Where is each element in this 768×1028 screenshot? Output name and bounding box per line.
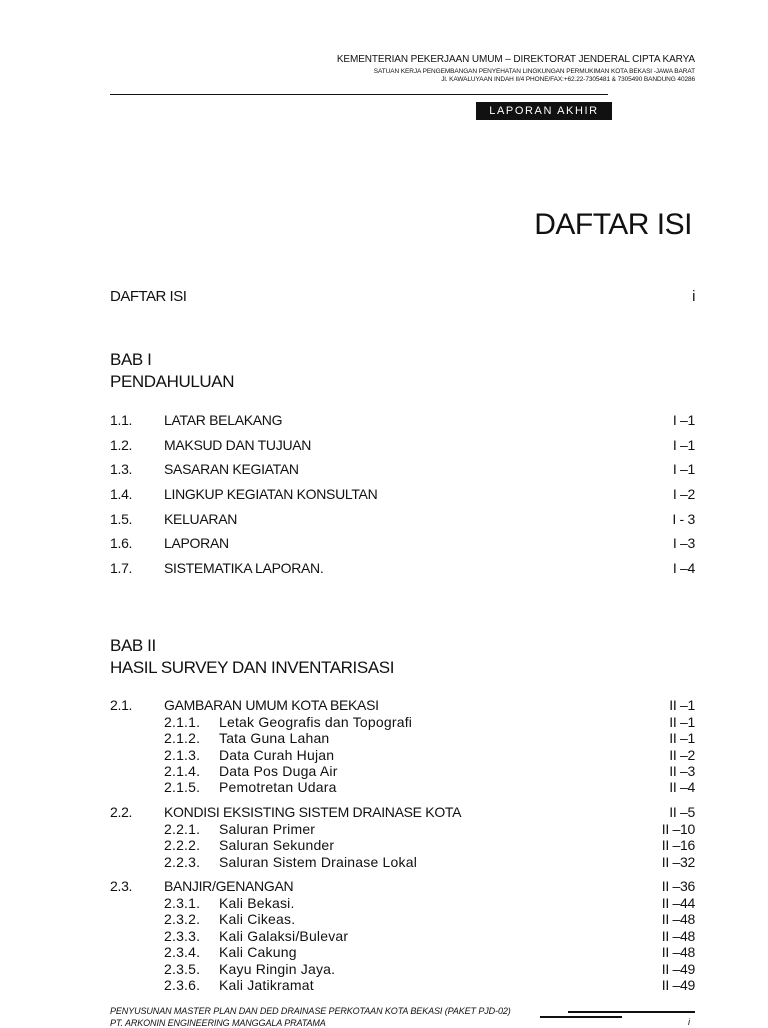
toc-row-page: I –1 <box>672 412 695 428</box>
toc-subsection-row <box>164 944 695 961</box>
toc-subsection-row <box>164 854 695 871</box>
header-unit-line: SATUAN KERJA PENGEMBANGAN PENYEHATAN LINGKUNGAN PERMUKIMAN KOTA BEKASI -JAWA BARAT <box>373 68 695 75</box>
toc-sub-page: II –10 <box>661 821 695 837</box>
toc-subsection-row <box>164 714 695 731</box>
toc-subsection-row <box>164 747 695 764</box>
toc-row-page: I –4 <box>672 560 695 576</box>
toc-sub-label: Tata Guna Lahan <box>219 730 330 746</box>
toc-subsection-row <box>164 895 695 912</box>
toc-sub-number: 2.3.1. <box>164 895 201 911</box>
toc-subsection-row <box>164 779 695 796</box>
toc-row-label: LATAR BELAKANG <box>164 412 283 428</box>
chapter-1-number: BAB I <box>110 350 152 369</box>
toc-sub-page: II –48 <box>661 928 695 944</box>
header-address-line: Jl. KAWALUYAAN INDAH II/4 PHONE/FAX:+62.22-7305481 & 7305490 BANDUNG 40286 <box>441 76 695 83</box>
toc-sub-page: II –49 <box>661 977 695 993</box>
toc-row-number: 1.7. <box>110 560 133 576</box>
toc-sub-number: 2.3.2. <box>164 911 201 927</box>
toc-sub-number: 2.3.3. <box>164 928 201 944</box>
footer-project-title: PENYUSUNAN MASTER PLAN DAN DED DRAINASE PERKOTAAN KOTA BEKASI (PAKET PJD-02) <box>110 1006 511 1016</box>
toc-sub-page: II –1 <box>669 730 695 746</box>
toc-sub-label: Pemotretan Udara <box>219 779 337 795</box>
toc-row-label: LAPORAN <box>164 535 229 551</box>
toc-row <box>110 437 695 455</box>
toc-row-page: I –3 <box>672 535 695 551</box>
toc-subsection-row <box>164 911 695 928</box>
toc-subsection-row <box>164 763 695 780</box>
toc-sub-page: II –32 <box>661 854 695 870</box>
toc-sub-label: Saluran Sistem Drainase Lokal <box>219 854 418 870</box>
toc-row-page: I –1 <box>672 461 695 477</box>
toc-sub-page: II –48 <box>661 911 695 927</box>
header-divider <box>110 94 608 95</box>
toc-row-page: II –36 <box>661 878 695 894</box>
footer-divider-upper <box>568 1011 695 1013</box>
toc-subsection-row <box>164 730 695 747</box>
toc-row <box>110 560 695 578</box>
toc-sub-number: 2.1.2. <box>164 730 201 746</box>
toc-row-number: 1.3. <box>110 461 133 477</box>
toc-row-label: SASARAN KEGIATAN <box>164 461 299 477</box>
toc-row-label: KELUARAN <box>164 511 238 527</box>
toc-sub-page: II –3 <box>669 763 695 779</box>
report-type-badge: LAPORAN AKHIR <box>476 102 612 120</box>
toc-sub-number: 2.2.1. <box>164 821 201 837</box>
toc-row-page: II –5 <box>669 804 695 820</box>
toc-row-number: 1.6. <box>110 535 133 551</box>
toc-subsection-row <box>164 837 695 854</box>
toc-sub-label: Data Pos Duga Air <box>219 763 338 779</box>
toc-row <box>110 461 695 479</box>
toc-sub-label: Letak Geografis dan Topografi <box>219 714 413 730</box>
toc-sub-label: Saluran Sekunder <box>219 837 335 853</box>
toc-sub-number: 2.2.2. <box>164 837 201 853</box>
toc-sub-number: 2.1.3. <box>164 747 201 763</box>
footer-company-name: PT. ARKONIN ENGINEERING MANGGALA PRATAMA <box>110 1018 326 1028</box>
header-ministry-line: KEMENTERIAN PEKERJAAN UMUM – DIREKTORAT JENDERAL CIPTA KARYA <box>336 54 695 65</box>
toc-section-row <box>110 878 695 896</box>
toc-row-number: 1.5. <box>110 511 133 527</box>
toc-section-row <box>110 804 695 822</box>
toc-subsection-row <box>164 977 695 994</box>
toc-sub-page: II –49 <box>661 961 695 977</box>
toc-sub-number: 2.3.4. <box>164 944 201 960</box>
toc-row-label: GAMBARAN UMUM KOTA BEKASI <box>164 697 379 713</box>
toc-sub-page: II –44 <box>661 895 695 911</box>
toc-sub-label: Kali Galaksi/Bulevar <box>219 928 349 944</box>
toc-sub-number: 2.1.4. <box>164 763 201 779</box>
toc-sub-number: 2.2.3. <box>164 854 201 870</box>
toc-row-label: MAKSUD DAN TUJUAN <box>164 437 312 453</box>
toc-row-number: 1.2. <box>110 437 133 453</box>
toc-sub-label: Kali Bekasi. <box>219 895 295 911</box>
toc-subsection-row <box>164 821 695 838</box>
toc-subsection-row <box>164 961 695 978</box>
toc-entry-page: i <box>692 288 695 305</box>
toc-row-number: 2.1. <box>110 697 133 713</box>
toc-sub-page: II –4 <box>669 779 695 795</box>
toc-subsection-row <box>164 928 695 945</box>
toc-row-page: I –2 <box>672 486 695 502</box>
toc-sub-number: 2.3.6. <box>164 977 201 993</box>
toc-sub-number: 2.1.5. <box>164 779 201 795</box>
toc-row-page: I - 3 <box>672 511 695 527</box>
toc-row-label: SISTEMATIKA LAPORAN. <box>164 560 324 576</box>
chapter-2-number: BAB II <box>110 636 156 655</box>
footer-divider-lower <box>540 1016 622 1018</box>
toc-sub-label: Saluran Primer <box>219 821 316 837</box>
toc-row-number: 2.3. <box>110 878 133 894</box>
chapter-2-title: HASIL SURVEY DAN INVENTARISASI <box>110 658 395 677</box>
toc-sub-page: II –16 <box>661 837 695 853</box>
toc-sub-page: II –48 <box>661 944 695 960</box>
chapter-1-title: PENDAHULUAN <box>110 372 235 391</box>
toc-sub-label: Data Curah Hujan <box>219 747 335 763</box>
toc-row-label: KONDISI EKSISTING SISTEM DRAINASE KOTA <box>164 804 462 820</box>
chapter-1-heading <box>110 349 234 393</box>
toc-row-page: I –1 <box>672 437 695 453</box>
toc-sub-page: II –2 <box>669 747 695 763</box>
toc-row <box>110 511 695 529</box>
toc-sub-label: Kali Jatikramat <box>219 977 314 993</box>
toc-sub-label: Kali Cikeas. <box>219 911 296 927</box>
toc-row-label: LINGKUP KEGIATAN KONSULTAN <box>164 486 378 502</box>
toc-row <box>110 412 695 430</box>
toc-row <box>110 535 695 553</box>
toc-sub-label: Kali Cakung <box>219 944 297 960</box>
toc-row-number: 1.1. <box>110 412 133 428</box>
toc-row-page: II –1 <box>669 697 695 713</box>
toc-row-label: BANJIR/GENANGAN <box>164 878 294 894</box>
footer-page-number: i <box>688 1017 690 1027</box>
toc-section-row <box>110 697 695 715</box>
toc-row <box>110 486 695 504</box>
toc-sub-page: II –1 <box>669 714 695 730</box>
toc-row-number: 1.4. <box>110 486 133 502</box>
toc-entry-daftar-isi <box>110 288 695 308</box>
toc-sub-number: 2.3.5. <box>164 961 201 977</box>
toc-row-number: 2.2. <box>110 804 133 820</box>
chapter-2-heading <box>110 635 394 679</box>
toc-sub-number: 2.1.1. <box>164 714 201 730</box>
toc-sub-label: Kayu Ringin Jaya. <box>219 961 336 977</box>
page-title: DAFTAR ISI <box>534 208 692 241</box>
toc-entry-label: DAFTAR ISI <box>110 288 187 305</box>
